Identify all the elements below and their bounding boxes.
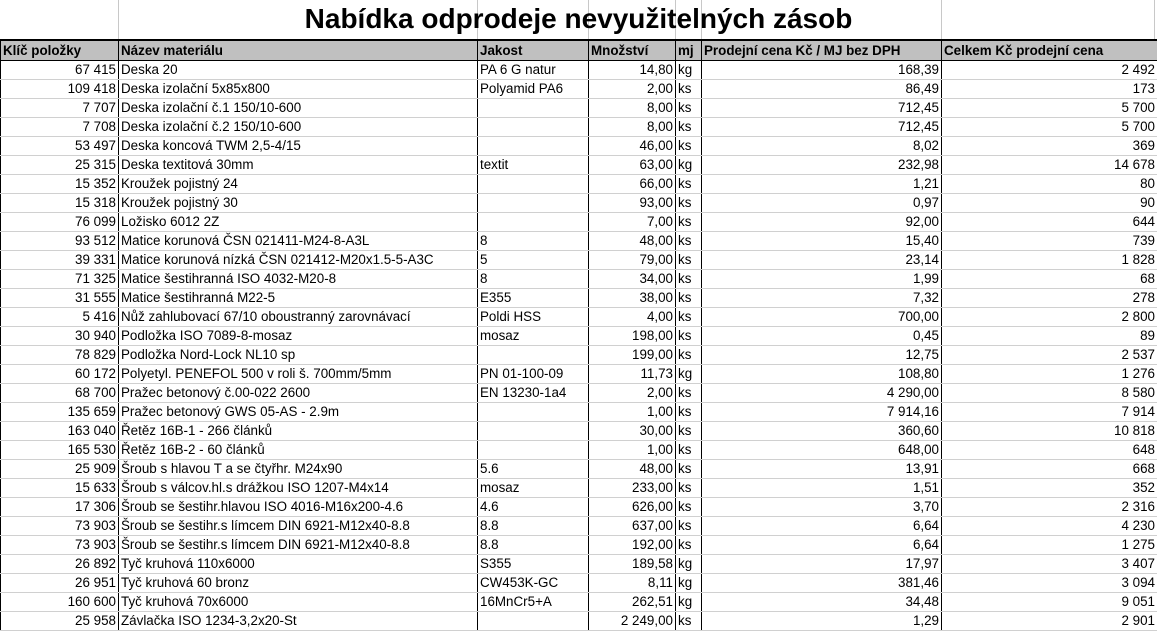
cell-total[interactable]: 3 094	[942, 574, 1157, 593]
cell-total[interactable]: 90	[942, 194, 1157, 213]
cell-total[interactable]: 4 230	[942, 517, 1157, 536]
cell-name[interactable]: Tyč kruhová 70x6000	[119, 593, 478, 612]
inventory-table	[0, 40, 1157, 631]
cell-price[interactable]: 3,70	[702, 498, 942, 517]
cell-name[interactable]: Šroub s hlavou T a se čtyřhr. M24x90	[119, 460, 478, 479]
cell-price[interactable]: 23,14	[702, 251, 942, 270]
title-row	[0, 0, 1157, 40]
cell-grade[interactable]	[478, 175, 589, 194]
table-row	[1, 194, 1157, 213]
cell-unit[interactable]: ks	[676, 270, 702, 289]
cell-unit[interactable]: ks	[676, 137, 702, 156]
cell-price[interactable]: 1,51	[702, 479, 942, 498]
cell-unit[interactable]: ks	[676, 479, 702, 498]
cell-name[interactable]: Deska koncová TWM 2,5-4/15	[119, 137, 478, 156]
cell-key[interactable]: 76 099	[1, 213, 119, 232]
cell-unit[interactable]: ks	[676, 308, 702, 327]
cell-name[interactable]: Kroužek pojistný 30	[119, 194, 478, 213]
cell-name[interactable]: Kroužek pojistný 24	[119, 175, 478, 194]
cell-unit[interactable]: ks	[676, 99, 702, 118]
cell-key[interactable]: 93 512	[1, 232, 119, 251]
cell-price[interactable]: 6,64	[702, 536, 942, 555]
cell-name[interactable]: Tyč kruhová 110x6000	[119, 555, 478, 574]
table-row	[1, 460, 1157, 479]
header-unit[interactable]: mj	[676, 41, 702, 61]
cell-grade[interactable]	[478, 118, 589, 137]
cell-qty[interactable]: 63,00	[589, 156, 676, 175]
cell-name[interactable]: Matice šestihranná ISO 4032-M20-8	[119, 270, 478, 289]
cell-qty[interactable]: 8,00	[589, 118, 676, 137]
table-row	[1, 289, 1157, 308]
cell-grade[interactable]: CW453K-GC	[478, 574, 589, 593]
cell-name[interactable]: Pražec betonový GWS 05-AS - 2.9m	[119, 403, 478, 422]
cell-qty[interactable]: 8,11	[589, 574, 676, 593]
cell-grade[interactable]: S355	[478, 555, 589, 574]
cell-qty[interactable]: 66,00	[589, 175, 676, 194]
table-row	[1, 137, 1157, 156]
cell-name[interactable]: Matice korunová ČSN 021411-M24-8-A3L	[119, 232, 478, 251]
cell-name[interactable]: Polyetyl. PENEFOL 500 v roli š. 700mm/5mm	[119, 365, 478, 384]
cell-unit[interactable]: ks	[676, 175, 702, 194]
cell-name[interactable]: Nůž zahlubovací 67/10 oboustranný zarovnávací	[119, 308, 478, 327]
cell-total[interactable]: 89	[942, 327, 1157, 346]
cell-grade[interactable]: textit	[478, 156, 589, 175]
cell-total[interactable]: 2 537	[942, 346, 1157, 365]
cell-price[interactable]: 15,40	[702, 232, 942, 251]
cell-unit[interactable]: ks	[676, 251, 702, 270]
cell-unit[interactable]: kg	[676, 365, 702, 384]
cell-key[interactable]: 15 318	[1, 194, 119, 213]
table-row	[1, 156, 1157, 175]
cell-total[interactable]: 352	[942, 479, 1157, 498]
cell-key[interactable]: 68 700	[1, 384, 119, 403]
cell-key[interactable]: 39 331	[1, 251, 119, 270]
cell-key[interactable]: 25 315	[1, 156, 119, 175]
cell-name[interactable]: Tyč kruhová 60 bronz	[119, 574, 478, 593]
table-row	[1, 232, 1157, 251]
table-row	[1, 213, 1157, 232]
table-row	[1, 346, 1157, 365]
cell-grade[interactable]: EN 13230-1a4	[478, 384, 589, 403]
cell-qty[interactable]: 38,00	[589, 289, 676, 308]
cell-key[interactable]: 25 909	[1, 460, 119, 479]
cell-name[interactable]: Podložka ISO 7089-8-mosaz	[119, 327, 478, 346]
cell-price[interactable]: 712,45	[702, 118, 942, 137]
cell-grade[interactable]: 5.6	[478, 460, 589, 479]
cell-price[interactable]: 1,21	[702, 175, 942, 194]
table-row	[1, 498, 1157, 517]
cell-name[interactable]: Závlačka ISO 1234-3,2x20-St	[119, 612, 478, 631]
cell-key[interactable]: 30 940	[1, 327, 119, 346]
cell-qty[interactable]: 48,00	[589, 460, 676, 479]
cell-grade[interactable]	[478, 422, 589, 441]
cell-unit[interactable]: ks	[676, 422, 702, 441]
cell-qty[interactable]: 189,58	[589, 555, 676, 574]
cell-qty[interactable]: 34,00	[589, 270, 676, 289]
cell-price[interactable]: 232,98	[702, 156, 942, 175]
cell-grade[interactable]	[478, 99, 589, 118]
cell-grade[interactable]: mosaz	[478, 327, 589, 346]
cell-price[interactable]: 7 914,16	[702, 403, 942, 422]
table-row	[1, 403, 1157, 422]
cell-qty[interactable]: 233,00	[589, 479, 676, 498]
cell-total[interactable]: 10 818	[942, 422, 1157, 441]
cell-total[interactable]: 739	[942, 232, 1157, 251]
cell-name[interactable]: Šroub s válcov.hl.s drážkou ISO 1207-M4x14	[119, 479, 478, 498]
cell-name[interactable]: Matice šestihranná M22-5	[119, 289, 478, 308]
table-row	[1, 308, 1157, 327]
cell-qty[interactable]: 262,51	[589, 593, 676, 612]
cell-price[interactable]: 1,99	[702, 270, 942, 289]
cell-name[interactable]: Ložisko 6012 2Z	[119, 213, 478, 232]
cell-key[interactable]: 78 829	[1, 346, 119, 365]
cell-price[interactable]: 648,00	[702, 441, 942, 460]
cell-unit[interactable]: ks	[676, 232, 702, 251]
cell-qty[interactable]: 192,00	[589, 536, 676, 555]
cell-unit[interactable]: kg	[676, 593, 702, 612]
cell-qty[interactable]: 48,00	[589, 232, 676, 251]
cell-grade[interactable]	[478, 403, 589, 422]
cell-name[interactable]: Šroub se šestihr.s límcem DIN 6921-M12x40-8.8	[119, 536, 478, 555]
cell-unit[interactable]: ks	[676, 498, 702, 517]
cell-qty[interactable]: 30,00	[589, 422, 676, 441]
cell-price[interactable]: 86,49	[702, 80, 942, 99]
table-row	[1, 327, 1157, 346]
cell-key[interactable]: 15 633	[1, 479, 119, 498]
cell-key[interactable]: 67 415	[1, 61, 119, 80]
table-row	[1, 441, 1157, 460]
cell-unit[interactable]: ks	[676, 80, 702, 99]
cell-price[interactable]: 4 290,00	[702, 384, 942, 403]
cell-key[interactable]: 73 903	[1, 517, 119, 536]
table-row	[1, 80, 1157, 99]
cell-key[interactable]: 73 903	[1, 536, 119, 555]
cell-key[interactable]: 53 497	[1, 137, 119, 156]
cell-grade[interactable]: 4.6	[478, 498, 589, 517]
cell-unit[interactable]: ks	[676, 346, 702, 365]
table-row	[1, 118, 1157, 137]
cell-qty[interactable]: 199,00	[589, 346, 676, 365]
cell-grade[interactable]: 8.8	[478, 517, 589, 536]
table-row	[1, 384, 1157, 403]
cell-grade[interactable]: mosaz	[478, 479, 589, 498]
cell-unit[interactable]: ks	[676, 612, 702, 631]
cell-grade[interactable]: 8.8	[478, 536, 589, 555]
cell-key[interactable]: 25 958	[1, 612, 119, 631]
cell-grade[interactable]: E355	[478, 289, 589, 308]
table-row	[1, 270, 1157, 289]
cell-total[interactable]: 173	[942, 80, 1157, 99]
cell-total[interactable]: 5 700	[942, 118, 1157, 137]
cell-unit[interactable]: ks	[676, 536, 702, 555]
cell-grade[interactable]: PA 6 G natur	[478, 61, 589, 80]
cell-grade[interactable]	[478, 137, 589, 156]
cell-qty[interactable]: 79,00	[589, 251, 676, 270]
table-row	[1, 175, 1157, 194]
table-row	[1, 61, 1157, 80]
cell-unit[interactable]: ks	[676, 118, 702, 137]
cell-qty[interactable]: 198,00	[589, 327, 676, 346]
cell-grade[interactable]	[478, 441, 589, 460]
cell-name[interactable]: Deska izolační č.1 150/10-600	[119, 99, 478, 118]
cell-key[interactable]: 135 659	[1, 403, 119, 422]
cell-total[interactable]: 68	[942, 270, 1157, 289]
cell-name[interactable]: Podložka Nord-Lock NL10 sp	[119, 346, 478, 365]
cell-qty[interactable]: 14,80	[589, 61, 676, 80]
cell-total[interactable]: 644	[942, 213, 1157, 232]
table-row	[1, 365, 1157, 384]
cell-unit[interactable]: ks	[676, 213, 702, 232]
cell-unit[interactable]: kg	[676, 61, 702, 80]
cell-price[interactable]: 1,29	[702, 612, 942, 631]
cell-qty[interactable]: 2 249,00	[589, 612, 676, 631]
cell-key[interactable]: 26 951	[1, 574, 119, 593]
cell-name[interactable]: Matice korunová nízká ČSN 021412-M20x1.5-5-A3C	[119, 251, 478, 270]
cell-unit[interactable]: ks	[676, 384, 702, 403]
cell-unit[interactable]: kg	[676, 574, 702, 593]
cell-grade[interactable]: 8	[478, 232, 589, 251]
header-grade[interactable]: Jakost	[478, 41, 589, 61]
cell-qty[interactable]: 8,00	[589, 99, 676, 118]
cell-total[interactable]: 9 051	[942, 593, 1157, 612]
cell-total[interactable]: 668	[942, 460, 1157, 479]
cell-qty[interactable]: 11,73	[589, 365, 676, 384]
cell-qty[interactable]: 637,00	[589, 517, 676, 536]
cell-key[interactable]: 109 418	[1, 80, 119, 99]
cell-key[interactable]: 31 555	[1, 289, 119, 308]
cell-key[interactable]: 17 306	[1, 498, 119, 517]
cell-name[interactable]: Deska 20	[119, 61, 478, 80]
header-key[interactable]: Klíč položky	[1, 41, 119, 61]
cell-total[interactable]: 1 276	[942, 365, 1157, 384]
cell-total[interactable]: 8 580	[942, 384, 1157, 403]
cell-total[interactable]: 369	[942, 137, 1157, 156]
cell-price[interactable]: 0,45	[702, 327, 942, 346]
cell-total[interactable]: 278	[942, 289, 1157, 308]
cell-price[interactable]: 0,97	[702, 194, 942, 213]
cell-name[interactable]: Řetěz 16B-1 - 266 článků	[119, 422, 478, 441]
cell-total[interactable]: 2 316	[942, 498, 1157, 517]
cell-total[interactable]: 2 492	[942, 61, 1157, 80]
cell-key[interactable]: 7 707	[1, 99, 119, 118]
cell-total[interactable]: 2 901	[942, 612, 1157, 631]
cell-total[interactable]: 14 678	[942, 156, 1157, 175]
cell-price[interactable]: 360,60	[702, 422, 942, 441]
cell-price[interactable]: 92,00	[702, 213, 942, 232]
cell-unit[interactable]: kg	[676, 156, 702, 175]
table-row	[1, 479, 1157, 498]
cell-grade[interactable]: 5	[478, 251, 589, 270]
table-row	[1, 574, 1157, 593]
cell-grade[interactable]: Poldi HSS	[478, 308, 589, 327]
cell-price[interactable]: 13,91	[702, 460, 942, 479]
cell-price[interactable]: 34,48	[702, 593, 942, 612]
header-qty[interactable]: Množství	[589, 41, 676, 61]
header-name[interactable]: Název materiálu	[119, 41, 478, 61]
cell-price[interactable]: 108,80	[702, 365, 942, 384]
cell-name[interactable]: Deska izolační č.2 150/10-600	[119, 118, 478, 137]
cell-grade[interactable]	[478, 213, 589, 232]
cell-price[interactable]: 712,45	[702, 99, 942, 118]
cell-price[interactable]: 7,32	[702, 289, 942, 308]
cell-total[interactable]: 5 700	[942, 99, 1157, 118]
cell-price[interactable]: 700,00	[702, 308, 942, 327]
cell-key[interactable]: 165 530	[1, 441, 119, 460]
cell-qty[interactable]: 1,00	[589, 403, 676, 422]
cell-qty[interactable]: 7,00	[589, 213, 676, 232]
cell-qty[interactable]: 4,00	[589, 308, 676, 327]
cell-total[interactable]: 1 828	[942, 251, 1157, 270]
table-row	[1, 422, 1157, 441]
cell-key[interactable]: 7 708	[1, 118, 119, 137]
cell-grade[interactable]: 8	[478, 270, 589, 289]
cell-grade[interactable]: PN 01-100-09	[478, 365, 589, 384]
cell-qty[interactable]: 626,00	[589, 498, 676, 517]
cell-key[interactable]: 26 892	[1, 555, 119, 574]
cell-qty[interactable]: 2,00	[589, 384, 676, 403]
header-row	[1, 41, 1157, 61]
cell-qty[interactable]: 46,00	[589, 137, 676, 156]
cell-price[interactable]: 12,75	[702, 346, 942, 365]
cell-name[interactable]: Šroub se šestihr.hlavou ISO 4016-M16x200-4.6	[119, 498, 478, 517]
cell-key[interactable]: 71 325	[1, 270, 119, 289]
cell-unit[interactable]: ks	[676, 403, 702, 422]
cell-unit[interactable]: ks	[676, 517, 702, 536]
cell-name[interactable]: Řetěz 16B-2 - 60 článků	[119, 441, 478, 460]
cell-name[interactable]: Pražec betonový č.00-022 2600	[119, 384, 478, 403]
cell-price[interactable]: 168,39	[702, 61, 942, 80]
cell-price[interactable]: 8,02	[702, 137, 942, 156]
cell-key[interactable]: 15 352	[1, 175, 119, 194]
cell-grade[interactable]: Polyamid PA6	[478, 80, 589, 99]
table-row	[1, 517, 1157, 536]
table-row	[1, 99, 1157, 118]
cell-unit[interactable]: ks	[676, 289, 702, 308]
cell-key[interactable]: 160 600	[1, 593, 119, 612]
cell-key[interactable]: 5 416	[1, 308, 119, 327]
cell-name[interactable]: Deska izolační 5x85x800	[119, 80, 478, 99]
cell-grade[interactable]: 16MnCr5+A	[478, 593, 589, 612]
cell-qty[interactable]: 93,00	[589, 194, 676, 213]
cell-name[interactable]: Šroub se šestihr.s límcem DIN 6921-M12x40-8.8	[119, 517, 478, 536]
cell-total[interactable]: 648	[942, 441, 1157, 460]
cell-total[interactable]: 7 914	[942, 403, 1157, 422]
cell-grade[interactable]	[478, 612, 589, 631]
page-title: Nabídka odprodeje nevyužitelných zásob	[304, 3, 853, 34]
cell-grade[interactable]	[478, 194, 589, 213]
cell-price[interactable]: 6,64	[702, 517, 942, 536]
cell-unit[interactable]: ks	[676, 441, 702, 460]
cell-qty[interactable]: 2,00	[589, 80, 676, 99]
cell-total[interactable]: 3 407	[942, 555, 1157, 574]
cell-price[interactable]: 17,97	[702, 555, 942, 574]
cell-qty[interactable]: 1,00	[589, 441, 676, 460]
cell-unit[interactable]: ks	[676, 327, 702, 346]
cell-total[interactable]: 1 275	[942, 536, 1157, 555]
table-row	[1, 555, 1157, 574]
cell-grade[interactable]	[478, 346, 589, 365]
cell-unit[interactable]: ks	[676, 194, 702, 213]
header-price[interactable]: Prodejní cena Kč / MJ bez DPH	[702, 41, 942, 61]
cell-total[interactable]: 2 800	[942, 308, 1157, 327]
table-row	[1, 251, 1157, 270]
cell-name[interactable]: Deska textitová 30mm	[119, 156, 478, 175]
cell-unit[interactable]: kg	[676, 555, 702, 574]
cell-key[interactable]: 163 040	[1, 422, 119, 441]
cell-total[interactable]: 80	[942, 175, 1157, 194]
table-row	[1, 612, 1157, 631]
cell-unit[interactable]: ks	[676, 460, 702, 479]
header-total[interactable]: Celkem Kč prodejní cena	[942, 41, 1157, 61]
table-row	[1, 593, 1157, 612]
cell-price[interactable]: 381,46	[702, 574, 942, 593]
cell-key[interactable]: 60 172	[1, 365, 119, 384]
table-row	[1, 536, 1157, 555]
